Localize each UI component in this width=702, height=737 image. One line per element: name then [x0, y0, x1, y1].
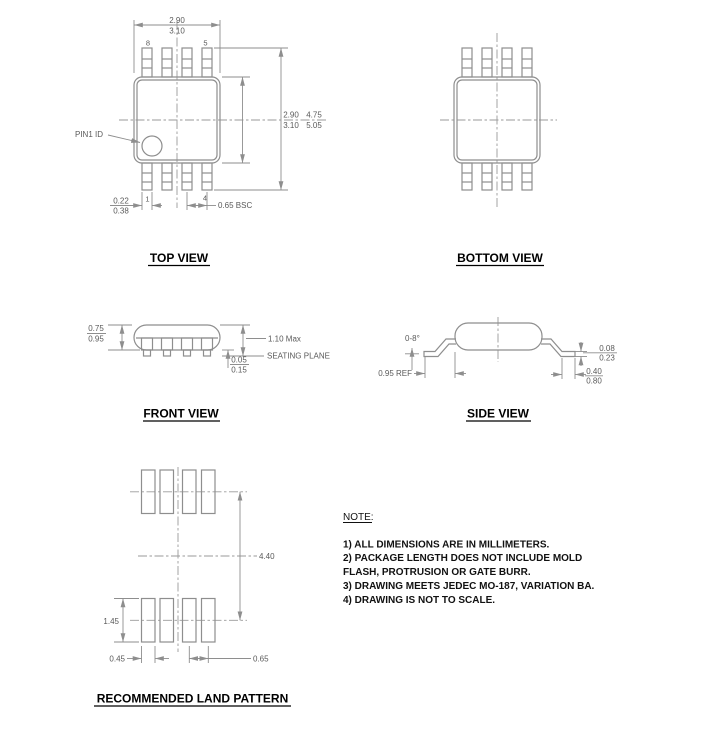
- dimension-standoff: [222, 350, 249, 375]
- side-view-title: SIDE VIEW: [466, 406, 530, 421]
- dimension-body-thickness: [87, 324, 140, 350]
- dim-text: 0.40: [586, 367, 602, 376]
- top-view-title: TOP VIEW: [149, 251, 209, 265]
- land-pattern: [94, 467, 291, 706]
- dim-text: 0.23: [599, 353, 615, 363]
- pin-number-4: 4: [202, 193, 208, 203]
- dim-text: 3.10: [283, 121, 299, 130]
- notes-section: [343, 512, 595, 606]
- pin1-id-circle: [142, 136, 162, 156]
- dim-text: 0.75: [88, 324, 104, 333]
- pin1-indicator: [75, 130, 162, 156]
- front-leads: [142, 338, 213, 356]
- pin1-leader-line: [108, 135, 140, 143]
- pin-number-8: 8: [145, 38, 151, 48]
- note-line: 3) DRAWING MEETS JEDEC MO-187, VARIATION BA.: [343, 581, 595, 592]
- dim-text: 0-8°: [405, 334, 420, 343]
- front-view: [87, 324, 330, 421]
- dimension-foot-ref: [378, 352, 466, 378]
- note-line: FLASH, PROTRUSION OR GATE BURR.: [343, 567, 531, 578]
- top-view: [75, 16, 326, 266]
- notes-heading: NOTE:: [343, 512, 374, 523]
- dim-text: 1.10 Max: [268, 334, 301, 344]
- note-line: 1) ALL DIMENSIONS ARE IN MILLIMETERS.: [343, 539, 550, 551]
- dimension-lead-width: [110, 192, 162, 216]
- dimension-pad-pitch: [189, 646, 269, 664]
- bottom-view: [440, 33, 557, 266]
- side-view: [378, 317, 617, 421]
- note-line: 4) DRAWING IS NOT TO SCALE.: [343, 595, 496, 606]
- note-line: 2) PACKAGE LENGTH DOES NOT INCLUDE MOLD: [343, 553, 583, 564]
- dimension-overall-length: [214, 48, 322, 190]
- dim-text: 0.45: [109, 654, 125, 664]
- dim-text: 3.10: [169, 26, 185, 36]
- dim-text: 0.80: [586, 376, 602, 386]
- dimension-lead-angle: [405, 334, 420, 370]
- dim-text: 4.40: [259, 552, 275, 561]
- dimension-lead-thickness: [575, 342, 617, 366]
- dim-text: 2.90: [283, 110, 299, 120]
- dim-text: 0.65 BSC: [218, 201, 253, 210]
- pin-number-1: 1: [145, 194, 150, 204]
- front-view-title: FRONT VIEW: [143, 406, 219, 421]
- dimension-pad-width: [109, 646, 169, 664]
- seating-plane-label: SEATING PLANE: [267, 351, 330, 361]
- bottom-view-title: BOTTOM VIEW: [457, 251, 543, 265]
- dim-text: 2.90: [169, 16, 185, 25]
- dim-text: 0.08: [599, 344, 615, 353]
- dim-text: 0.38: [113, 206, 129, 216]
- pin1-id-label: PIN1 ID: [75, 130, 104, 139]
- dim-text: 4.75: [306, 110, 322, 120]
- package-body-profile: [455, 323, 542, 350]
- left-gullwing-lead: [424, 339, 456, 357]
- dim-text: 0.05: [231, 355, 247, 365]
- dim-text: 0.65: [253, 654, 269, 664]
- dim-text: 0.15: [231, 365, 247, 375]
- land-pattern-title: RECOMMENDED LAND PATTERN: [96, 691, 289, 706]
- right-gullwing-lead: [541, 339, 575, 357]
- dimension-foot-length: [551, 358, 603, 386]
- dim-text: 5.05: [306, 121, 322, 130]
- dimension-lead-pitch: [187, 192, 252, 210]
- pin-number-5: 5: [203, 38, 208, 48]
- dim-text: 1.45: [103, 617, 119, 626]
- dim-text: 0.95 REF: [378, 369, 412, 378]
- dim-text: 0.95: [88, 334, 104, 344]
- dim-text: 0.22: [113, 196, 129, 206]
